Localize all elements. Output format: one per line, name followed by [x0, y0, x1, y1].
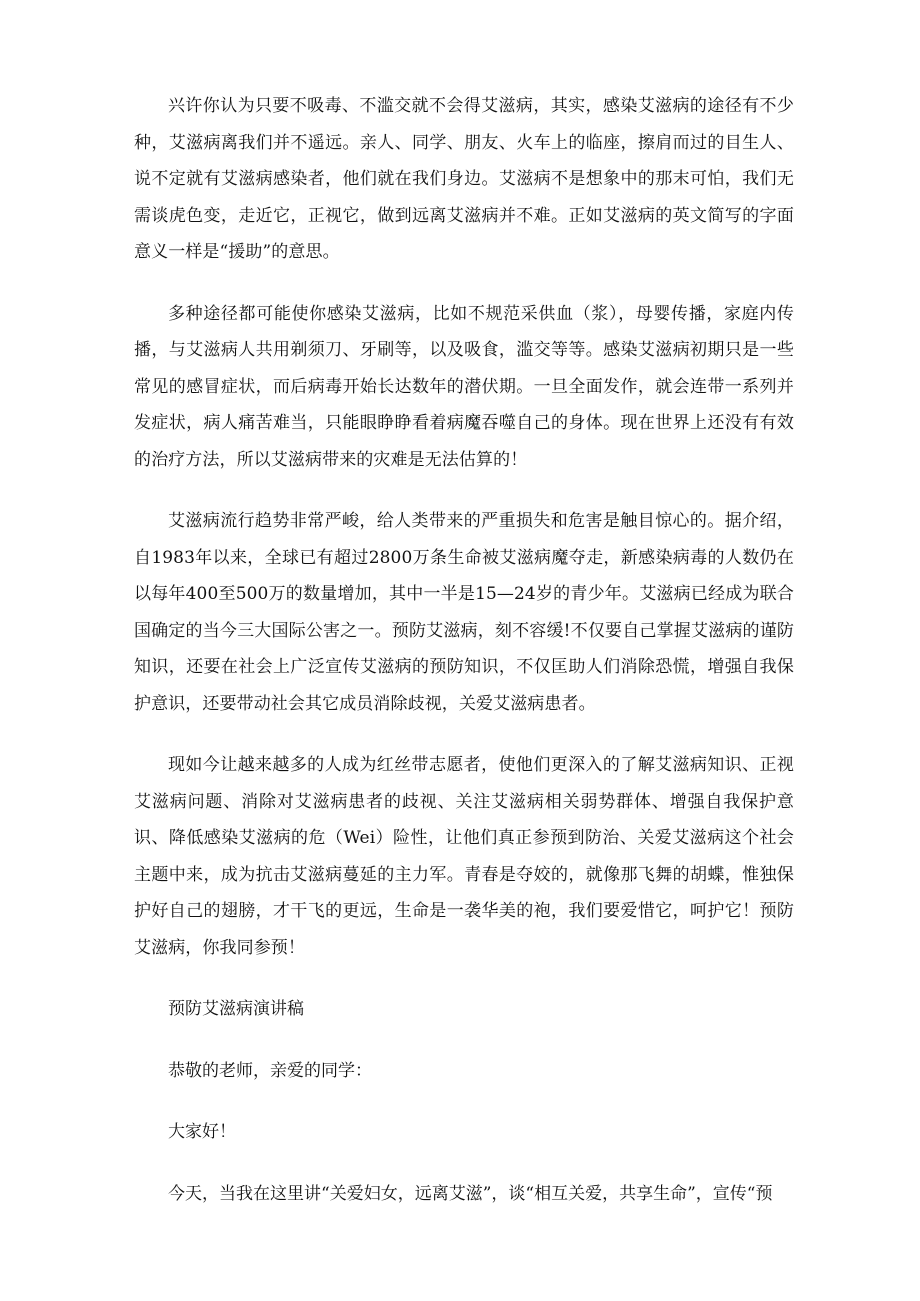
speech-title: 预防艾滋病演讲稿 [168, 999, 304, 1019]
paragraph-infection-routes: 多种途径都可能使你感染艾滋病，比如不规范采供血（浆），母婴传播，家庭内传播，与艾滋病人共用剃须刀、牙刷等，以及吸食，滥交等等。感染艾滋病初期只是一些常见的感冒症状，而后病毒开始长达数年的潜伏期。一旦全面发作，就会连带一系列并发症状，病人痛苦难当，只能眼睁睁看着病魔吞噬自己的身体。现在世界上还没有有效的治疗方法，所以艾滋病带来的灾难是无法估算的！ [134, 303, 794, 470]
paragraph-red-ribbon-volunteers: 现如今让越来越多的人成为红丝带志愿者，使他们更深入的了解艾滋病知识、正视艾滋病问题、消除对艾滋病患者的歧视、关注艾滋病相关弱势群体、增强自我保护意识、降低感染艾滋病的危（Wei）险性，让他们真正参预到防治、关爱艾滋病这个社会主题中来，成为抗击艾滋病蔓延的主力军。青春是夺姣的，就像那飞舞的胡蝶，惟独保护好自己的翅膀，才干飞的更远，生命是一袭华美的袍，我们要爱惜它，呵护它！预防艾滋病，你我同参预！ [134, 755, 794, 958]
document-body [134, 88, 794, 1237]
paragraph-transmission-risk: 兴许你认为只要不吸毒、不滥交就不会得艾滋病，其实，感染艾滋病的途径有不少种，艾滋病离我们并不遥远。亲人、同学、朋友、火车上的临座，擦肩而过的目生人、说不定就有艾滋病感染者，他们就在我们身边。艾滋病不是想象中的那末可怕，我们无需谈虎色变，走近它，正视它，做到远离艾滋病并不难。正如艾滋病的英文简写的字面意义一样是“援助”的意思。 [134, 96, 794, 262]
paragraph-speech-opening: 今天，当我在这里讲“关爱妇女，远离艾滋”，谈“相互关爱，共享生命”，宣传“预 [168, 1183, 773, 1204]
greeting: 大家好！ [168, 1122, 236, 1142]
salutation: 恭敬的老师，亲爱的同学： [168, 1060, 372, 1081]
paragraph-epidemic-trend: 艾滋病流行趋势非常严峻，给人类带来的严重损失和危害是触目惊心的。据介绍，自1983年以来，全球已有超过2800万条生命被艾滋病魔夺走，新感染病毒的人数仍在以每年400至500万的数量增加，其中一半是15—24岁的青少年。艾滋病已经成为联合国确定的当今三大国际公害之一。预防艾滋病，刻不容缓!不仅要自己掌握艾滋病的谨防知识，还要在社会上广泛宣传艾滋病的预防知识，不仅匡助人们消除恐慌，增强自我保护意识，还要带动社会其它成员消除歧视，关爱艾滋病患者。 [134, 511, 794, 714]
